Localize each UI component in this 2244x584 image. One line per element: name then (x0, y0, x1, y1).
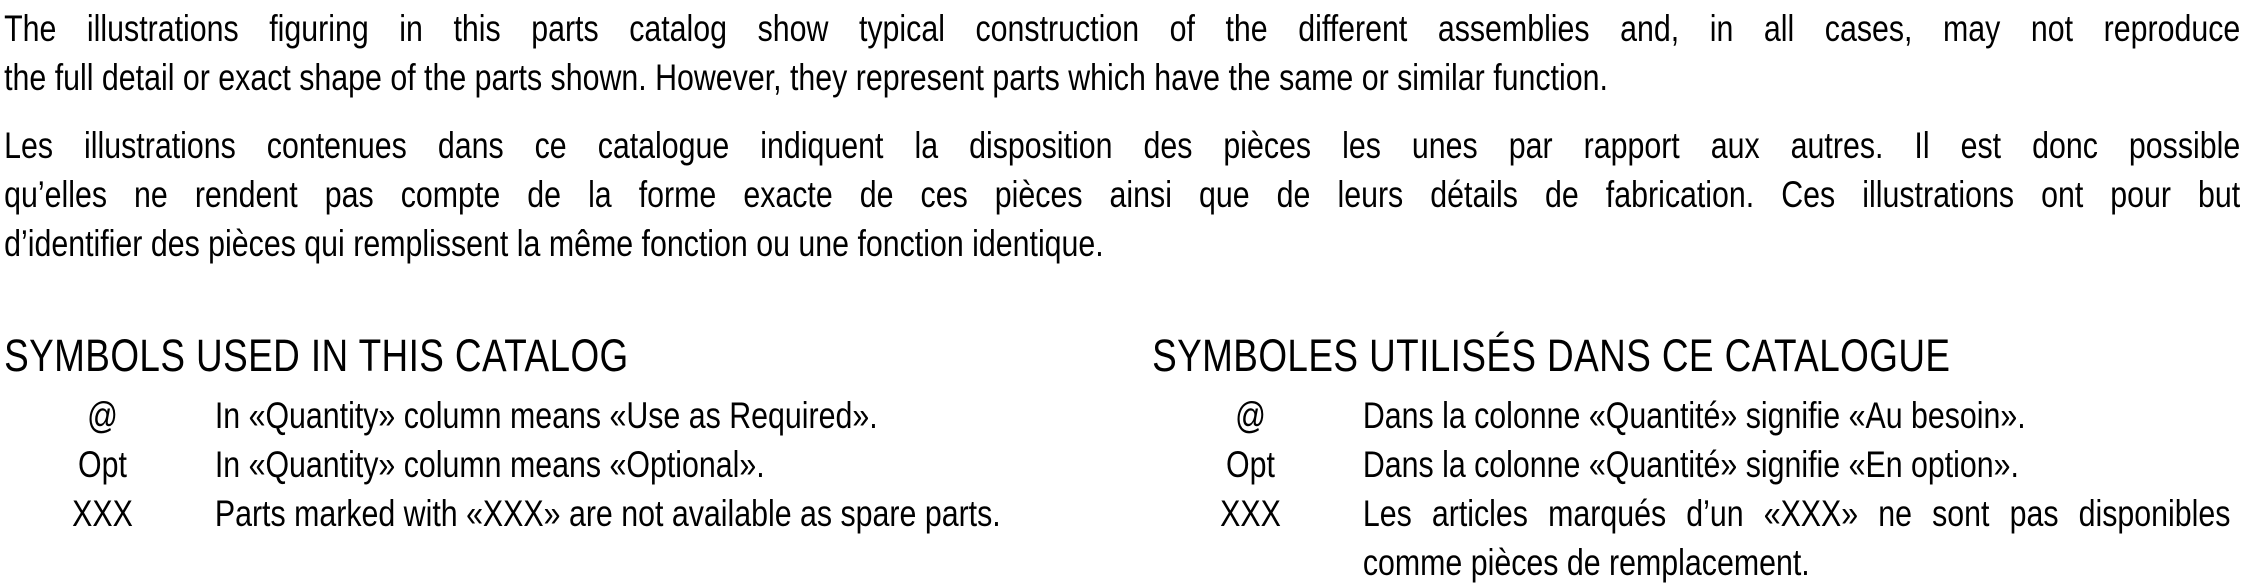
symbol-row-at-fr (1152, 391, 2230, 440)
symbol-opt: Opt (78, 444, 127, 485)
intro-en-line-2: the full detail or exact shape of the parts shown. However, they represent parts which have the same or similar function. (4, 57, 1608, 98)
symbol-row-opt-en (4, 440, 1152, 489)
symbol-at: @ (87, 395, 118, 436)
symbols-rows-en (4, 391, 1152, 538)
symbols-section-fr (1152, 330, 2230, 584)
symbol-opt-desc-en: In «Quantity» column means «Optional». (214, 444, 765, 485)
symbols-heading-fr: SYMBOLES UTILISÉS DANS CE CATALOGUE (1152, 330, 1951, 381)
intro-fr-line-1: Les illustrations contenues dans ce catalogue indiquent la disposition des pièces les unes par rapport aux autres. Il est donc possible (4, 125, 2241, 166)
symbol-xxx-desc-fr (1363, 489, 2231, 584)
symbol-at: @ (1235, 395, 1266, 436)
symbol-xxx: XXX (72, 493, 133, 534)
symbols-rows-fr (1152, 391, 2230, 584)
symbol-xxx: XXX (1220, 493, 1281, 534)
symbol-row-opt-fr (1152, 440, 2230, 489)
symbol-row-xxx-fr (1152, 489, 2230, 584)
symbol-at-desc-en: In «Quantity» column means «Use as Required». (214, 395, 878, 436)
symbol-xxx-desc-fr-line-2: comme pièces de remplacement. (1362, 542, 1810, 583)
intro-paragraph-fr (4, 121, 2240, 268)
symbols-legend (4, 330, 2244, 584)
symbol-xxx-desc-en: Parts marked with «XXX» are not available as spare parts. (214, 493, 1001, 534)
symbol-row-xxx-en (4, 489, 1152, 538)
symbol-opt: Opt (1226, 444, 1275, 485)
intro-paragraph-en (4, 4, 2240, 102)
intro-fr-line-2: qu’elles ne rendent pas compte de la forme exacte de ces pièces ainsi que de leurs détails de fabrication. Ces illustrations ont pour but (4, 174, 2241, 215)
symbol-xxx-desc-fr-line-1: Les articles marqués d’un «XXX» ne sont pas disponibles (1362, 493, 2231, 534)
symbols-section-en (4, 330, 1152, 584)
intro-fr-line-3: d’identifier des pièces qui remplissent la même fonction ou une fonction identique. (4, 223, 1104, 264)
symbol-at-desc-fr: Dans la colonne «Quantité» signifie «Au besoin». (1362, 395, 2026, 436)
symbol-row-at-en (4, 391, 1152, 440)
symbols-heading-en: SYMBOLS USED IN THIS CATALOG (4, 330, 629, 381)
intro-en-line-1: The illustrations figuring in this parts catalog show typical construction of the different assemblies and, in all cases, may not reproduce (4, 8, 2241, 49)
symbol-opt-desc-fr: Dans la colonne «Quantité» signifie «En option». (1362, 444, 2019, 485)
